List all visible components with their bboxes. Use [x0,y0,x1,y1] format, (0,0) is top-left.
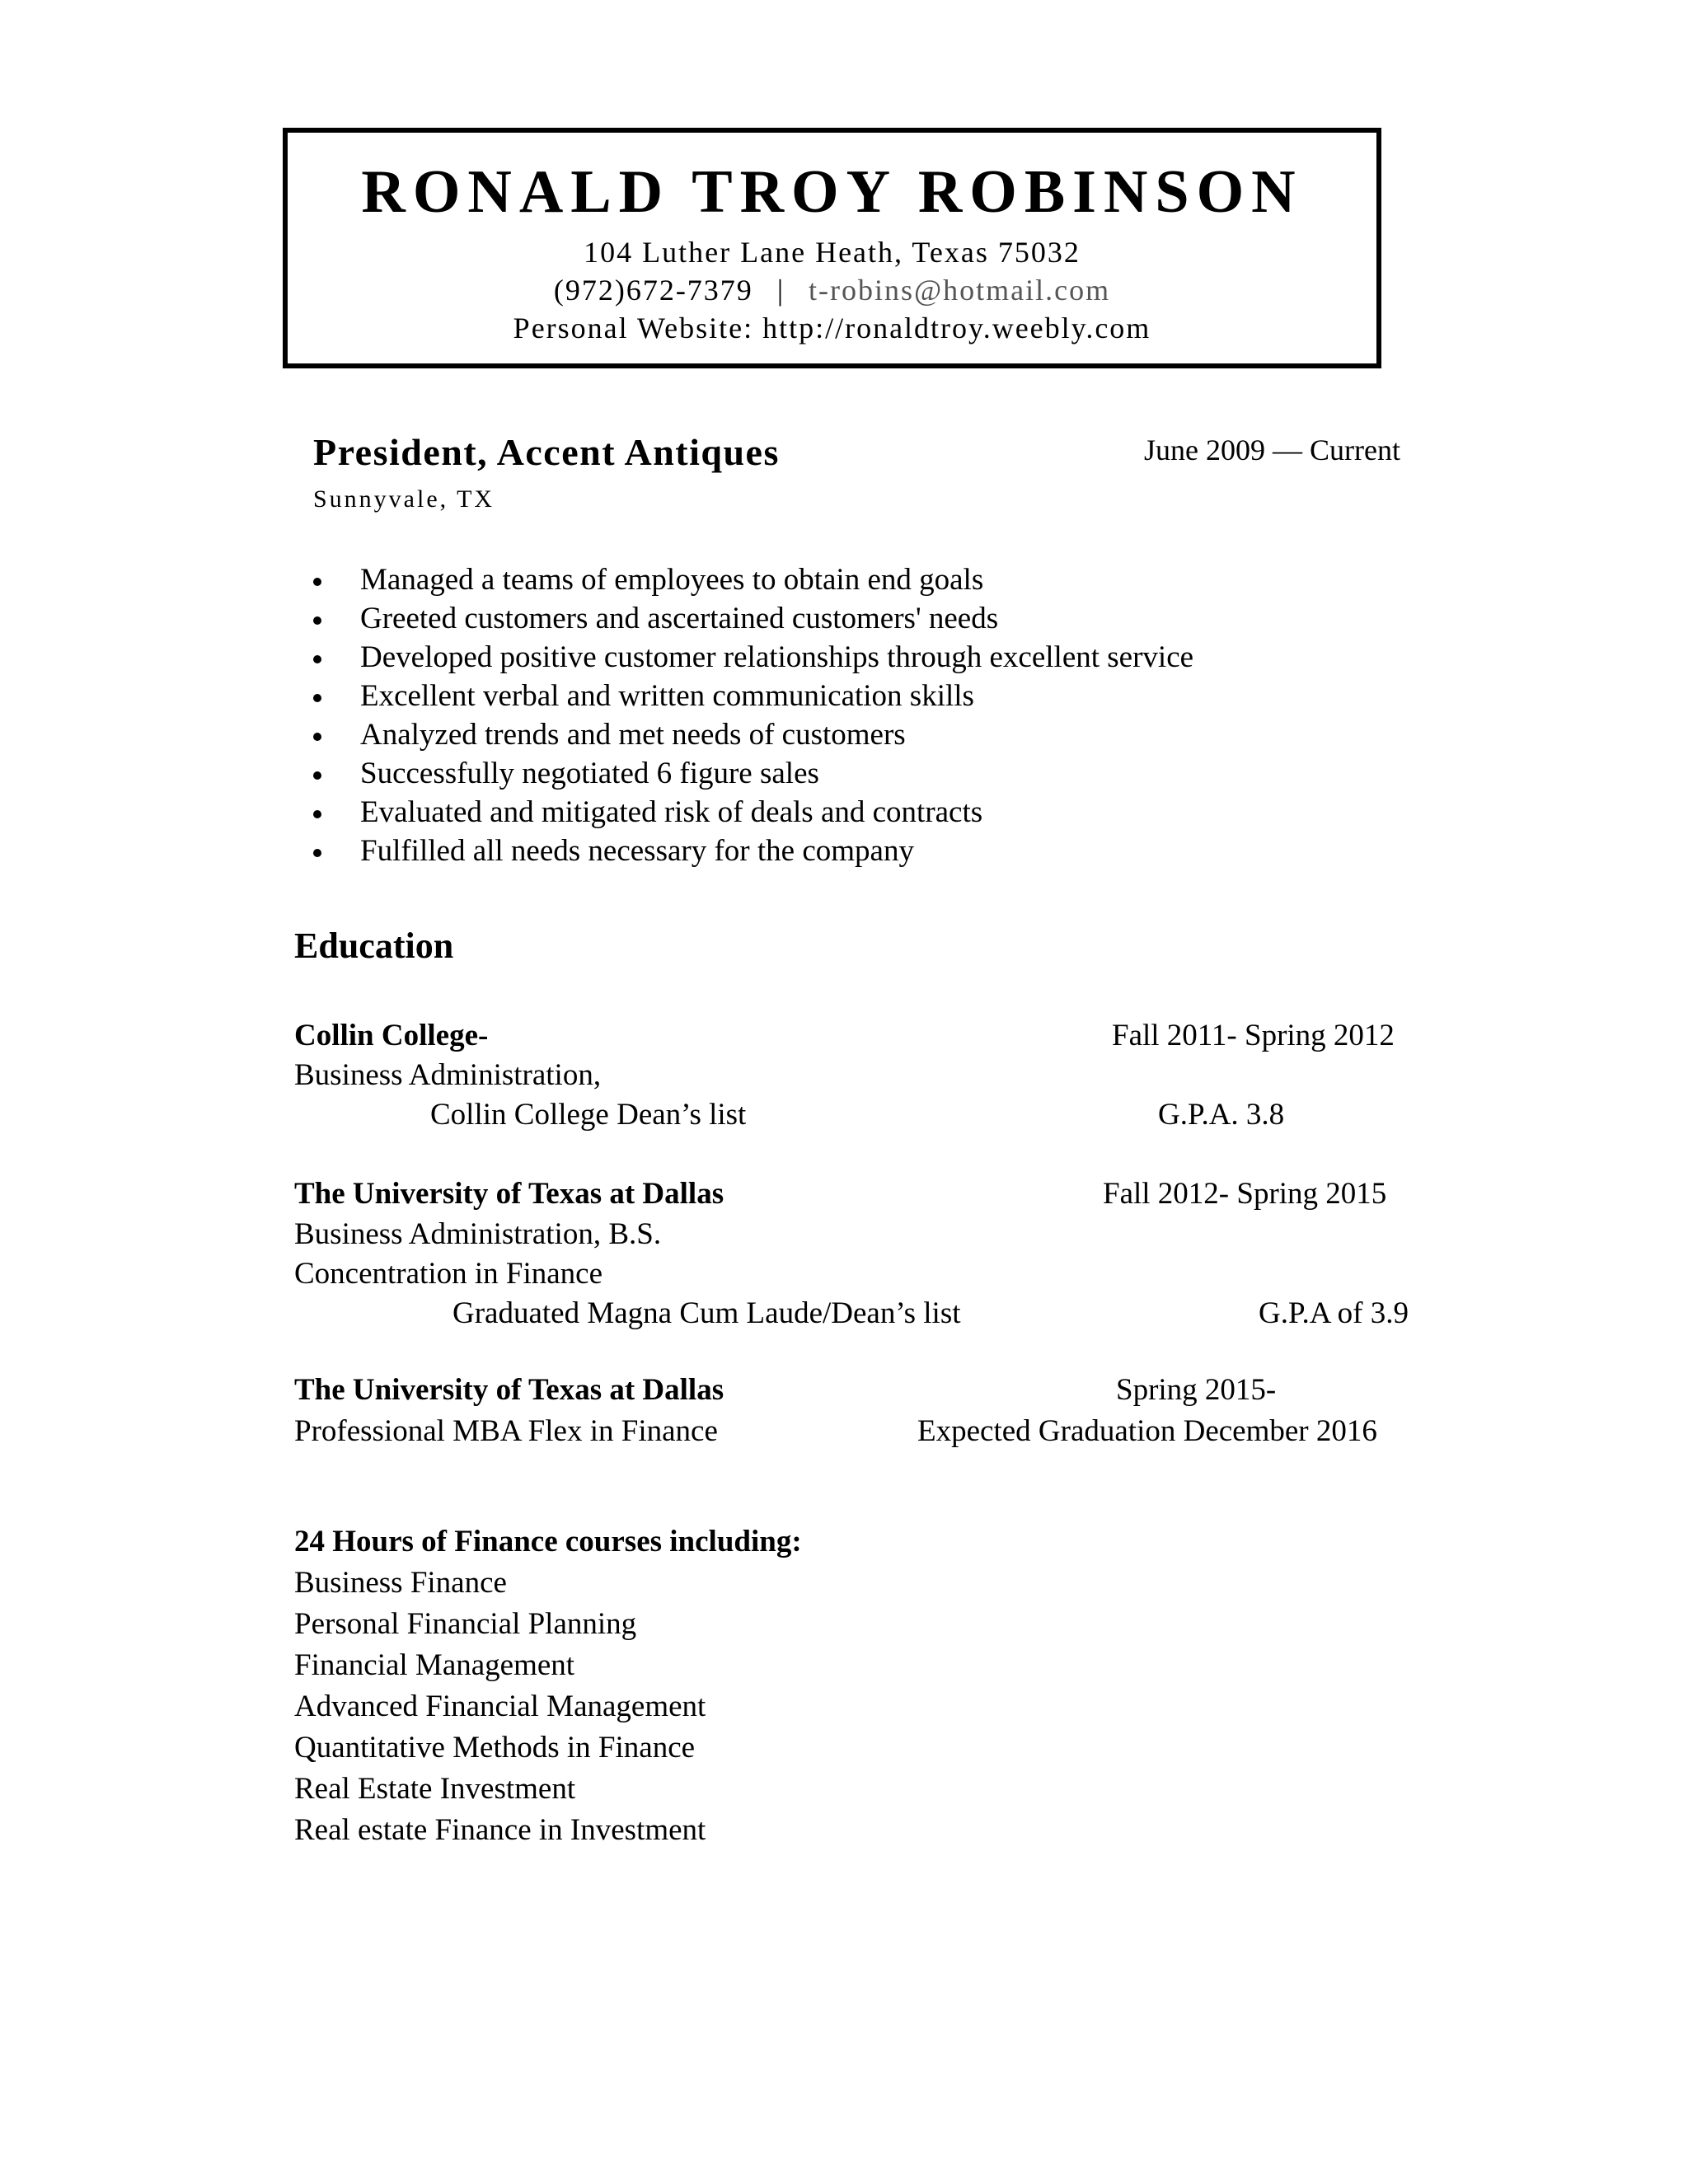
course-item: Quantitative Methods in Finance [294,1731,696,1765]
education-expected-graduation: Expected Graduation December 2016 [917,1414,1377,1448]
course-item: Advanced Financial Management [294,1690,706,1723]
job-location: Sunnyvale, TX [313,485,495,513]
education-program: Business Administration, [294,1058,602,1092]
education-gpa: G.P.A of 3.9 [1259,1296,1409,1330]
list-item: Evaluated and mitigated risk of deals and contracts [313,793,1193,832]
education-school: The University of Texas at Dallas [294,1373,724,1407]
education-program: Professional MBA Flex in Finance [294,1414,718,1448]
address: 104 Luther Lane Heath, Texas 75032 [584,236,1081,269]
email-link[interactable]: t-robins@hotmail.com [809,274,1111,307]
list-item: Excellent verbal and written communication skills [313,677,1193,715]
list-item: Fulfilled all needs necessary for the company [313,832,1193,870]
contact-separator: | [776,274,785,307]
course-item: Business Finance [294,1566,507,1600]
list-item: Developed positive customer relationships through excellent service [313,638,1193,677]
education-dates: Fall 2011- Spring 2012 [1112,1019,1395,1052]
courses-heading: 24 Hours of Finance courses including: [294,1525,802,1558]
education-school: Collin College- [294,1019,489,1052]
job-duties-list [313,560,1193,870]
education-honor: Collin College Dean’s list [430,1098,747,1132]
course-item: Financial Management [294,1648,575,1682]
education-dates: Fall 2012- Spring 2015 [1103,1177,1387,1211]
job-title: President, Accent Antiques [313,431,780,473]
contact-header-box [283,128,1381,368]
list-item: Greeted customers and ascertained customers' needs [313,599,1193,638]
list-item: Analyzed trends and met needs of customers [313,715,1193,754]
education-heading: Education [294,926,454,966]
phone-email-line [288,273,1376,307]
education-honor: Graduated Magna Cum Laude/Dean’s list [452,1296,961,1330]
list-item: Successfully negotiated 6 figure sales [313,754,1193,793]
list-item: Managed a teams of employees to obtain end goals [313,560,1193,599]
course-item: Personal Financial Planning [294,1607,637,1641]
education-program: Business Administration, B.S. [294,1217,662,1251]
education-concentration: Concentration in Finance [294,1257,603,1291]
course-item: Real Estate Investment [294,1772,576,1806]
education-gpa: G.P.A. 3.8 [1158,1098,1285,1132]
education-school: The University of Texas at Dallas [294,1177,724,1211]
education-dates: Spring 2015- [1116,1373,1277,1407]
phone-number: (972)672-7379 [553,274,753,307]
job-dates: June 2009 — Current [1144,434,1400,466]
course-item: Real estate Finance in Investment [294,1813,706,1847]
personal-website: Personal Website: http://ronaldtroy.weebly.com [513,312,1151,344]
applicant-name: RONALD TROY ROBINSON [361,158,1303,226]
